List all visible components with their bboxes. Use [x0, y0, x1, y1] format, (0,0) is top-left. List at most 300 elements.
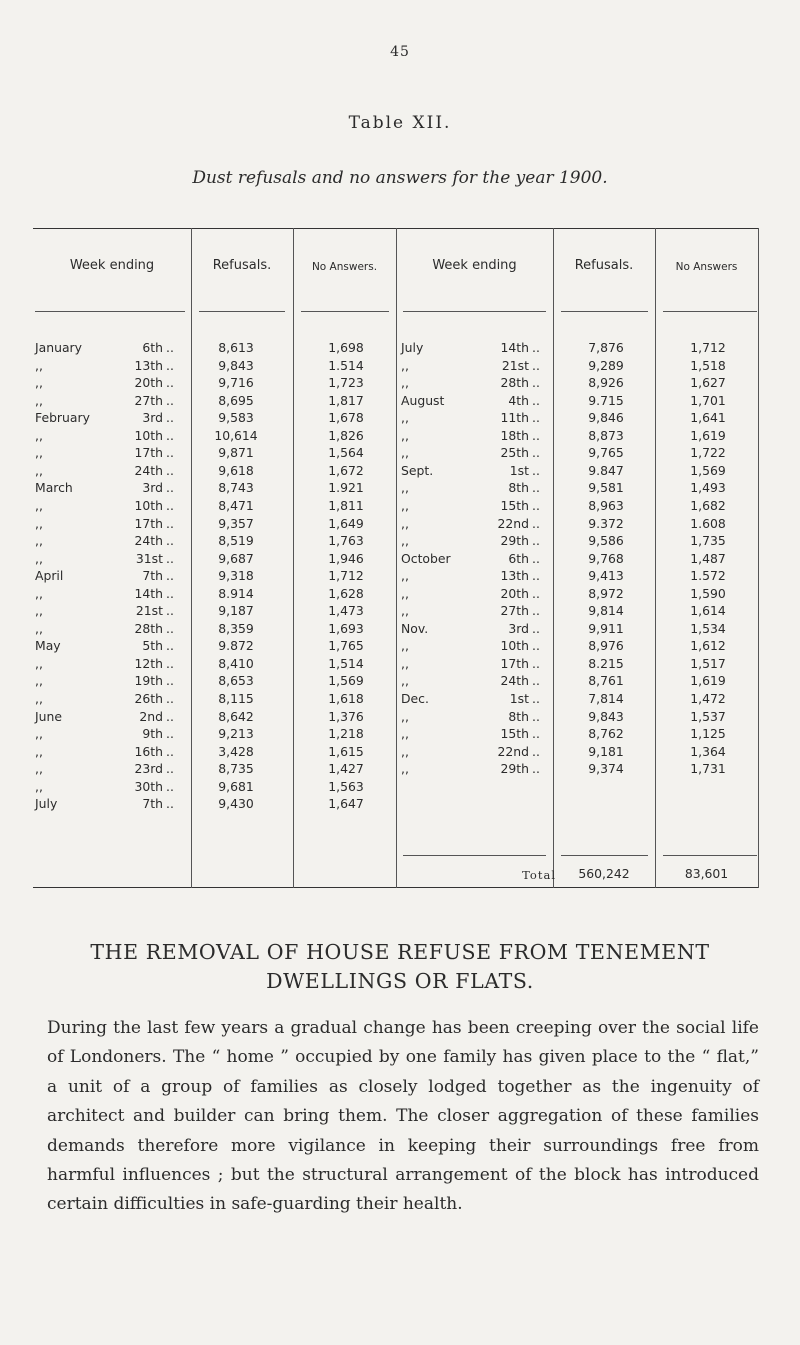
refusals-cell: 8,963 — [588, 497, 624, 513]
week-day: 26th — [134, 691, 163, 706]
week-day: 1st — [509, 691, 529, 706]
refusals-cell: 8,642 — [218, 708, 254, 724]
refusals-cell: 9,618 — [218, 462, 254, 478]
week-day: 21st — [501, 357, 529, 373]
no-answers-cell: 1,723 — [328, 375, 364, 391]
no-answers-cell: 1,627 — [690, 375, 726, 391]
no-answers-cell: 1,517 — [690, 655, 726, 671]
week-day: 29th — [500, 533, 529, 549]
leader-dots: .. — [532, 620, 540, 636]
total-no-answers: 83,601 — [684, 866, 729, 881]
total-refusals: 560,242 — [578, 866, 630, 881]
leader-dots: .. — [532, 340, 540, 355]
leader-dots: .. — [166, 691, 174, 706]
week-day: 20th — [134, 375, 163, 391]
week-month: ,, — [401, 585, 409, 601]
week-month: ,, — [35, 445, 43, 461]
week-day: 23rd — [134, 761, 163, 777]
header-refusals-right: Refusals. — [574, 258, 634, 273]
week-month: ,, — [35, 392, 43, 408]
week-day: 27th — [500, 603, 529, 619]
week-day: 12th — [134, 655, 163, 671]
leader-dots: .. — [166, 427, 174, 443]
week-day: 10th — [500, 638, 529, 654]
table-row — [33, 603, 759, 621]
week-day: 28th — [134, 620, 163, 636]
refusals-cell: 9.372 — [588, 515, 624, 531]
no-answers-cell: 1,364 — [690, 743, 726, 759]
refusals-cell: 3,428 — [218, 743, 254, 759]
week-day: 1st — [509, 462, 529, 478]
table-row — [33, 358, 759, 376]
leader-dots: .. — [532, 445, 540, 461]
header-week-ending-left: Week ending — [69, 258, 155, 273]
refusals-cell: 8,653 — [218, 673, 254, 689]
section-paragraph: During the last few years a gradual change has been creeping over the social life of Londoners. The “ home ” occupied by one family has given place to the “ flat,” a unit of a group of families as closely lodged together as the ingenuity of architect and builder can bring them. The closer aggregation of these families demands therefore more vigilance in keeping their surroundings free from harmful influences ; but the structural arrangement of the block has introduced certain difficulties in safe-guarding their health. — [47, 1018, 759, 1215]
table-row — [33, 516, 759, 534]
week-day: 13th — [134, 357, 163, 373]
refusals-cell: 9,187 — [218, 603, 254, 619]
week-month: ,, — [401, 445, 409, 461]
refusals-cell: 9,687 — [218, 550, 254, 566]
no-answers-cell: 1,641 — [690, 410, 726, 426]
week-month: ,, — [35, 761, 43, 777]
table-row — [33, 656, 759, 674]
week-day: 14th — [134, 585, 163, 601]
week-day: 17th — [134, 515, 163, 531]
table-row — [33, 498, 759, 516]
refusals-cell: 9,768 — [588, 550, 624, 566]
leader-dots: .. — [166, 497, 174, 513]
refusals-cell: 9,586 — [588, 533, 624, 549]
week-month: ,, — [35, 427, 43, 443]
week-month: ,, — [401, 533, 409, 549]
no-answers-cell: 1,678 — [328, 410, 364, 426]
leader-dots: .. — [166, 638, 174, 654]
table-row — [33, 533, 759, 551]
refusals-cell: 9,357 — [218, 515, 254, 531]
week-month: ,, — [35, 375, 43, 391]
week-day: 22nd — [497, 515, 529, 531]
week-month: ,, — [35, 515, 43, 531]
leader-dots: .. — [532, 655, 540, 671]
week-day: 21st — [135, 603, 163, 619]
table-row — [33, 480, 759, 498]
leader-dots: .. — [532, 568, 540, 584]
no-answers-cell: 1,619 — [690, 673, 726, 689]
no-answers-cell: 1,590 — [690, 585, 726, 601]
leader-dots: .. — [166, 568, 174, 584]
refusals-cell: 7,876 — [588, 340, 624, 355]
section-heading: THE REMOVAL OF HOUSE REFUSE FROM TENEMENT DWELLINGS OR FLATS. — [90, 940, 710, 993]
refusals-cell: 10,614 — [214, 427, 258, 443]
week-day: 11th — [500, 410, 529, 426]
week-month: ,, — [401, 673, 409, 689]
no-answers-cell: 1,614 — [690, 603, 726, 619]
no-answers-cell: 1,472 — [690, 691, 726, 706]
no-answers-cell: 1,712 — [328, 568, 364, 584]
table-row — [33, 340, 759, 358]
week-day: 4th — [508, 392, 529, 408]
refusals-cell: 8,761 — [588, 673, 624, 689]
refusals-cell: 8,972 — [588, 585, 624, 601]
week-day: 15th — [500, 726, 529, 742]
leader-dots: .. — [166, 480, 174, 496]
week-month: ,, — [401, 655, 409, 671]
week-day: 7th — [142, 568, 163, 584]
week-month: ,, — [401, 410, 409, 426]
header-rule — [199, 311, 285, 312]
no-answers-cell: 1,701 — [690, 392, 726, 408]
no-answers-cell: 1,693 — [328, 620, 364, 636]
week-day: 8th — [508, 480, 529, 496]
refusals-cell: 8,471 — [218, 497, 254, 513]
no-answers-cell: 1,376 — [328, 708, 364, 724]
refusals-cell: 9,318 — [218, 568, 254, 584]
total-rule — [663, 855, 757, 856]
leader-dots: .. — [532, 392, 540, 408]
week-month: ,, — [401, 743, 409, 759]
week-month: ,, — [401, 497, 409, 513]
refusals-cell: 9.715 — [588, 392, 624, 408]
table-row — [33, 796, 759, 814]
no-answers-cell: 1,763 — [328, 533, 364, 549]
no-answers-cell: 1,427 — [328, 761, 364, 777]
header-no-answers-right: No Answers — [675, 261, 738, 273]
week-month: ,, — [35, 462, 43, 478]
no-answers-cell: 1,735 — [690, 533, 726, 549]
leader-dots: .. — [166, 410, 174, 426]
total-rule — [403, 855, 546, 856]
refusals-cell: 9,871 — [218, 445, 254, 461]
no-answers-cell: 1,731 — [690, 761, 726, 777]
week-month: Sept. — [401, 462, 434, 478]
no-answers-cell: 1.514 — [328, 357, 364, 373]
week-day: 10th — [134, 427, 163, 443]
no-answers-cell: 1,712 — [690, 340, 726, 355]
leader-dots: .. — [166, 340, 174, 355]
week-day: 18th — [500, 427, 529, 443]
table-row — [33, 410, 759, 428]
refusals-cell: 9,843 — [218, 357, 254, 373]
leader-dots: .. — [166, 673, 174, 689]
refusals-cell: 8,873 — [588, 427, 624, 443]
refusals-cell: 9,911 — [588, 620, 624, 636]
week-day: 2nd — [139, 708, 163, 724]
refusals-cell: 9,289 — [588, 357, 624, 373]
refusals-cell: 9,374 — [588, 761, 624, 777]
table-row — [33, 568, 759, 586]
leader-dots: .. — [532, 533, 540, 549]
week-day: 28th — [500, 375, 529, 391]
refusals-cell: 8,976 — [588, 638, 624, 654]
leader-dots: .. — [166, 603, 174, 619]
table-row — [33, 779, 759, 797]
week-month: ,, — [35, 603, 43, 619]
week-month: ,, — [35, 550, 43, 566]
week-day: 30th — [134, 778, 163, 794]
table-row — [33, 551, 759, 569]
leader-dots: .. — [166, 357, 174, 373]
refusals-cell: 8,762 — [588, 726, 624, 742]
table-row — [33, 463, 759, 481]
refusals-cell: 9,846 — [588, 410, 624, 426]
week-month: ,, — [401, 427, 409, 443]
refusals-cell: 9,413 — [588, 568, 624, 584]
no-answers-cell: 1,487 — [690, 550, 726, 566]
week-day: 3rd — [142, 410, 163, 426]
week-month: February — [35, 410, 90, 426]
no-answers-cell: 1,569 — [690, 462, 726, 478]
week-day: 22nd — [497, 743, 529, 759]
leader-dots: .. — [166, 585, 174, 601]
week-day: 6th — [508, 550, 529, 566]
leader-dots: .. — [166, 761, 174, 777]
refusals-cell: 9,583 — [218, 410, 254, 426]
refusals-cell: 8,613 — [218, 340, 254, 355]
week-month: July — [401, 340, 424, 355]
week-month: ,, — [401, 357, 409, 373]
no-answers-cell: 1,672 — [328, 462, 364, 478]
leader-dots: .. — [166, 726, 174, 742]
no-answers-cell: 1,473 — [328, 603, 364, 619]
no-answers-cell: 1,826 — [328, 427, 364, 443]
week-month: ,, — [35, 585, 43, 601]
refusals-cell: 8.215 — [588, 655, 624, 671]
refusals-cell: 8,695 — [218, 392, 254, 408]
refusals-table — [33, 228, 759, 888]
week-day: 20th — [500, 585, 529, 601]
table-row — [33, 726, 759, 744]
total-label: Total — [522, 868, 556, 882]
leader-dots: .. — [166, 796, 174, 812]
week-month: April — [35, 568, 64, 584]
leader-dots: .. — [532, 603, 540, 619]
no-answers-cell: 1,698 — [328, 340, 364, 355]
week-day: 15th — [500, 497, 529, 513]
no-answers-cell: 1,564 — [328, 445, 364, 461]
week-day: 7th — [142, 796, 163, 812]
no-answers-cell: 1,811 — [328, 497, 364, 513]
week-day: 13th — [500, 568, 529, 584]
no-answers-cell: 1,563 — [328, 778, 364, 794]
table-row — [33, 673, 759, 691]
week-day: 19th — [134, 673, 163, 689]
table-row — [33, 621, 759, 639]
table-row — [33, 445, 759, 463]
no-answers-cell: 1,569 — [328, 673, 364, 689]
no-answers-cell: 1,817 — [328, 392, 364, 408]
leader-dots: .. — [532, 462, 540, 478]
no-answers-cell: 1.608 — [690, 515, 726, 531]
header-no-answers-left: No Answers. — [311, 261, 378, 273]
header-rule — [35, 311, 185, 312]
week-day: 24th — [134, 462, 163, 478]
week-month: ,, — [35, 726, 43, 742]
leader-dots: .. — [166, 462, 174, 478]
week-month: ,, — [401, 761, 409, 777]
refusals-cell: 8,519 — [218, 533, 254, 549]
week-month: May — [35, 638, 61, 654]
table-row — [33, 393, 759, 411]
refusals-cell: 8,115 — [218, 691, 254, 706]
no-answers-cell: 1,514 — [328, 655, 364, 671]
leader-dots: .. — [532, 673, 540, 689]
leader-dots: .. — [166, 743, 174, 759]
leader-dots: .. — [166, 655, 174, 671]
refusals-cell: 9,765 — [588, 445, 624, 461]
leader-dots: .. — [532, 691, 540, 706]
leader-dots: .. — [532, 726, 540, 742]
no-answers-cell: 1,615 — [328, 743, 364, 759]
week-day: 17th — [134, 445, 163, 461]
no-answers-cell: 1,619 — [690, 427, 726, 443]
refusals-cell: 9,843 — [588, 708, 624, 724]
week-month: ,, — [35, 533, 43, 549]
week-month: ,, — [35, 673, 43, 689]
leader-dots: .. — [532, 410, 540, 426]
week-day: 27th — [134, 392, 163, 408]
week-month: ,, — [401, 726, 409, 742]
refusals-cell: 9,681 — [218, 778, 254, 794]
no-answers-cell: 1,125 — [690, 726, 726, 742]
header-rule — [663, 311, 757, 312]
table-row — [33, 428, 759, 446]
refusals-cell: 8.914 — [218, 585, 254, 601]
week-month: ,, — [35, 691, 43, 706]
leader-dots: .. — [166, 550, 174, 566]
header-refusals-left: Refusals. — [212, 258, 272, 273]
refusals-cell: 8,359 — [218, 620, 254, 636]
no-answers-cell: 1,628 — [328, 585, 364, 601]
leader-dots: .. — [532, 708, 540, 724]
no-answers-cell: 1,722 — [690, 445, 726, 461]
header-rule — [403, 311, 546, 312]
week-month: ,, — [401, 708, 409, 724]
table-title: Table XII. — [348, 113, 452, 133]
leader-dots: .. — [532, 743, 540, 759]
week-day: 5th — [142, 638, 163, 654]
refusals-cell: 9.847 — [588, 462, 624, 478]
week-month: October — [401, 550, 451, 566]
week-month: ,, — [401, 568, 409, 584]
week-day: 24th — [134, 533, 163, 549]
week-day: 10th — [134, 497, 163, 513]
week-day: 6th — [142, 340, 163, 355]
week-month: ,, — [401, 480, 409, 496]
week-month: ,, — [35, 620, 43, 636]
no-answers-cell: 1,946 — [328, 550, 364, 566]
refusals-cell: 9,716 — [218, 375, 254, 391]
refusals-cell: 8,743 — [218, 480, 254, 496]
no-answers-cell: 1,647 — [328, 796, 364, 812]
table-row — [33, 586, 759, 604]
no-answers-cell: 1,649 — [328, 515, 364, 531]
week-day: 3rd — [508, 620, 529, 636]
leader-dots: .. — [532, 497, 540, 513]
page-number: 45 — [390, 44, 410, 60]
no-answers-cell: 1,518 — [690, 357, 726, 373]
no-answers-cell: 1,493 — [690, 480, 726, 496]
week-day: 3rd — [142, 480, 163, 496]
refusals-cell: 7,814 — [588, 691, 624, 706]
leader-dots: .. — [532, 638, 540, 654]
refusals-cell: 8,735 — [218, 761, 254, 777]
week-month: January — [35, 340, 82, 355]
no-answers-cell: 1,618 — [328, 691, 364, 706]
week-month: ,, — [35, 357, 43, 373]
table-row — [33, 761, 759, 779]
week-month: June — [35, 708, 62, 724]
week-day: 29th — [500, 761, 529, 777]
leader-dots: .. — [532, 585, 540, 601]
week-month: ,, — [401, 638, 409, 654]
no-answers-cell: 1.921 — [328, 480, 364, 496]
week-day: 8th — [508, 708, 529, 724]
no-answers-cell: 1.572 — [690, 568, 726, 584]
no-answers-cell: 1,682 — [690, 497, 726, 513]
leader-dots: .. — [166, 515, 174, 531]
week-month: ,, — [35, 743, 43, 759]
table-row — [33, 691, 759, 709]
leader-dots: .. — [532, 357, 540, 373]
refusals-cell: 9,181 — [588, 743, 624, 759]
leader-dots: .. — [532, 515, 540, 531]
leader-dots: .. — [166, 778, 174, 794]
leader-dots: .. — [166, 375, 174, 391]
refusals-cell: 9,430 — [218, 796, 254, 812]
refusals-cell: 9.872 — [218, 638, 254, 654]
week-month: August — [401, 392, 445, 408]
week-month: ,, — [35, 497, 43, 513]
week-month: ,, — [401, 603, 409, 619]
week-day: 14th — [500, 340, 529, 355]
week-month: ,, — [35, 778, 43, 794]
refusals-cell: 8,926 — [588, 375, 624, 391]
leader-dots: .. — [166, 533, 174, 549]
no-answers-cell: 1,534 — [690, 620, 726, 636]
week-month: July — [35, 796, 58, 812]
leader-dots: .. — [166, 445, 174, 461]
refusals-cell: 9,814 — [588, 603, 624, 619]
refusals-cell: 9,581 — [588, 480, 624, 496]
week-month: ,, — [35, 655, 43, 671]
table-row — [33, 744, 759, 762]
leader-dots: .. — [166, 392, 174, 408]
header-rule — [301, 311, 389, 312]
no-answers-cell: 1,612 — [690, 638, 726, 654]
week-day: 25th — [500, 445, 529, 461]
leader-dots: .. — [166, 708, 174, 724]
week-month: ,, — [401, 515, 409, 531]
no-answers-cell: 1,765 — [328, 638, 364, 654]
refusals-cell: 9,213 — [218, 726, 254, 742]
week-day: 31st — [135, 550, 163, 566]
week-day: 17th — [500, 655, 529, 671]
no-answers-cell: 1,218 — [328, 726, 364, 742]
table-row — [33, 638, 759, 656]
leader-dots: .. — [532, 761, 540, 777]
week-month: ,, — [401, 375, 409, 391]
table-row — [33, 709, 759, 727]
leader-dots: .. — [532, 427, 540, 443]
no-answers-cell: 1,537 — [690, 708, 726, 724]
week-day: 24th — [500, 673, 529, 689]
leader-dots: .. — [532, 550, 540, 566]
week-month: Dec. — [401, 691, 429, 706]
leader-dots: .. — [166, 620, 174, 636]
header-week-ending-right: Week ending — [432, 258, 517, 273]
